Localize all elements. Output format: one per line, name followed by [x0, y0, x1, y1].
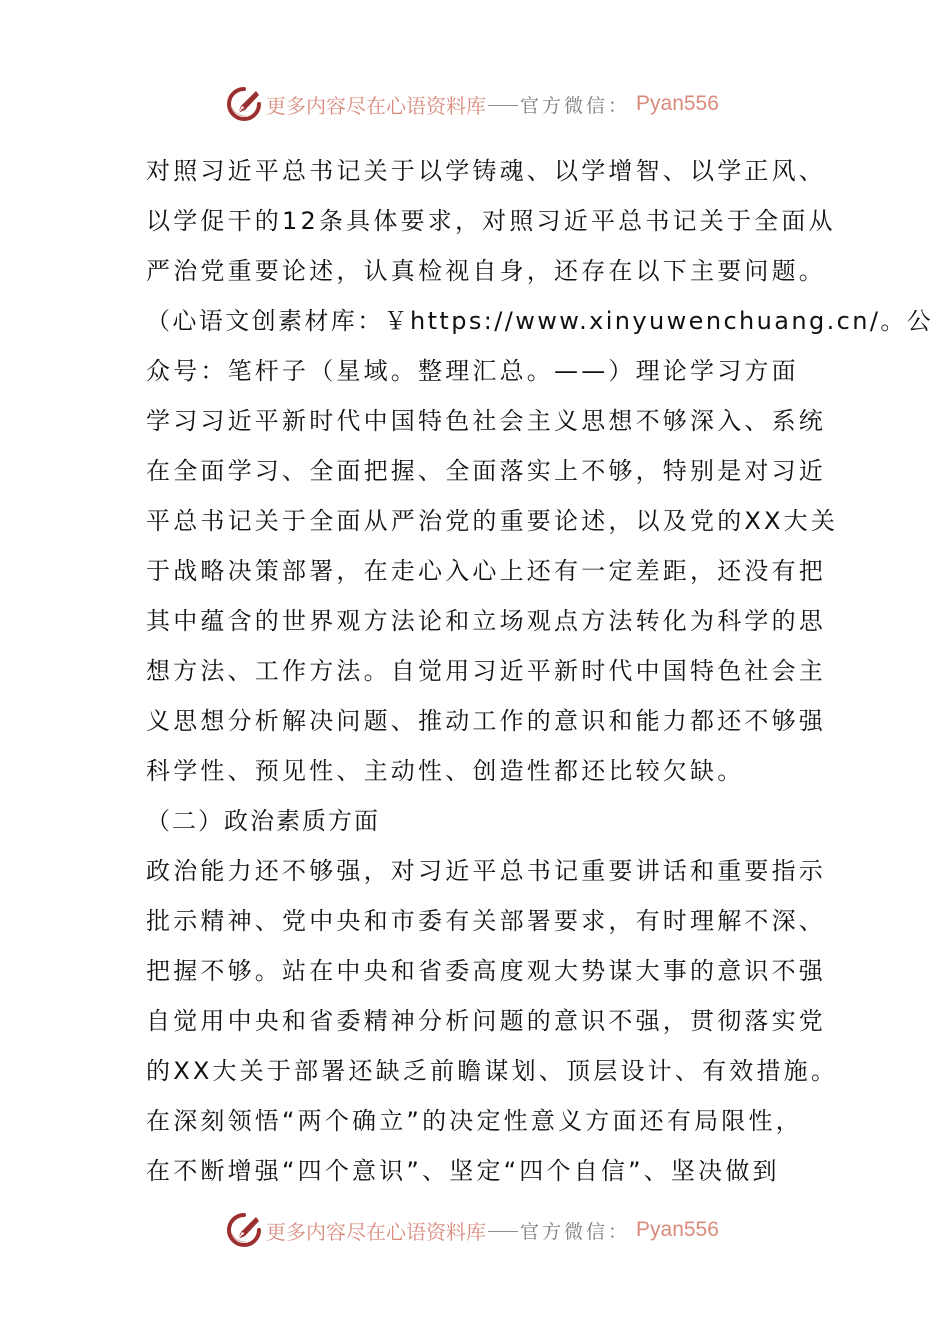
text-line: 在深刻领悟“两个确立”的决定性意义方面还有局限性， — [146, 1107, 803, 1135]
quill-pen-logo-icon — [226, 86, 262, 122]
wechat-label: 官方微信： — [520, 1220, 631, 1243]
text-line: 其中蕴含的世界观方法论和立场观点方法转化为科学的思 — [146, 607, 826, 635]
document-body — [146, 146, 934, 1196]
text-line: 对照习近平总书记关于以学铸魂、以学增智、以学正风、 — [146, 157, 826, 185]
text-line: 严治党重要论述，认真检视自身，还存在以下主要问题。 — [146, 257, 826, 285]
text-line: 在不断增强“四个意识”、坚定“四个自信”、坚决做到 — [146, 1157, 780, 1185]
separator-dash — [488, 105, 518, 106]
footer-banner — [226, 1210, 719, 1250]
text-line: 以学促干的12条具体要求，对照习近平总书记关于全面从 — [146, 207, 836, 235]
quill-pen-logo-icon — [226, 1212, 262, 1248]
site-name-text: 更多内容尽在心语资料库 — [266, 93, 486, 118]
section-heading-theory: 众号：笔杆子（星域。整理汇总。——）理论学习方面 — [146, 357, 799, 385]
site-name-text: 更多内容尽在心语资料库 — [266, 1219, 486, 1244]
wechat-id: Pyan556 — [636, 1218, 719, 1241]
text-line: 把握不够。站在中央和省委高度观大势谋大事的意识不强 — [146, 957, 826, 985]
source-note-line: （心语文创素材库：￥https://www.xinyuwenchuang.cn/。公 — [146, 307, 934, 335]
text-line: 的XX大关于部署还缺乏前瞻谋划、顶层设计、有效措施。 — [146, 1057, 839, 1085]
wechat-label: 官方微信： — [520, 94, 631, 117]
text-line: 学习习近平新时代中国特色社会主义思想不够深入、系统 — [146, 407, 826, 435]
header-banner — [226, 84, 719, 124]
text-line: 平总书记关于全面从严治党的重要论述，以及党的XX大关 — [146, 507, 839, 535]
text-line: 批示精神、党中央和市委有关部署要求，有时理解不深、 — [146, 907, 826, 935]
separator-dash — [488, 1231, 518, 1232]
section-heading-political: （二）政治素质方面 — [146, 807, 380, 835]
text-line: 义思想分析解决问题、推动工作的意识和能力都还不够强 — [146, 707, 826, 735]
text-line: 自觉用中央和省委精神分析问题的意识不强，贯彻落实党 — [146, 1007, 826, 1035]
text-line: 想方法、工作方法。自觉用习近平新时代中国特色社会主 — [146, 657, 826, 685]
wechat-id: Pyan556 — [636, 92, 719, 115]
text-line: 科学性、预见性、主动性、创造性都还比较欠缺。 — [146, 757, 745, 785]
text-line: 在全面学习、全面把握、全面落实上不够，特别是对习近 — [146, 457, 826, 485]
text-line: 政治能力还不够强，对习近平总书记重要讲话和重要指示 — [146, 857, 826, 885]
text-line: 于战略决策部署，在走心入心上还有一定差距，还没有把 — [146, 557, 826, 585]
